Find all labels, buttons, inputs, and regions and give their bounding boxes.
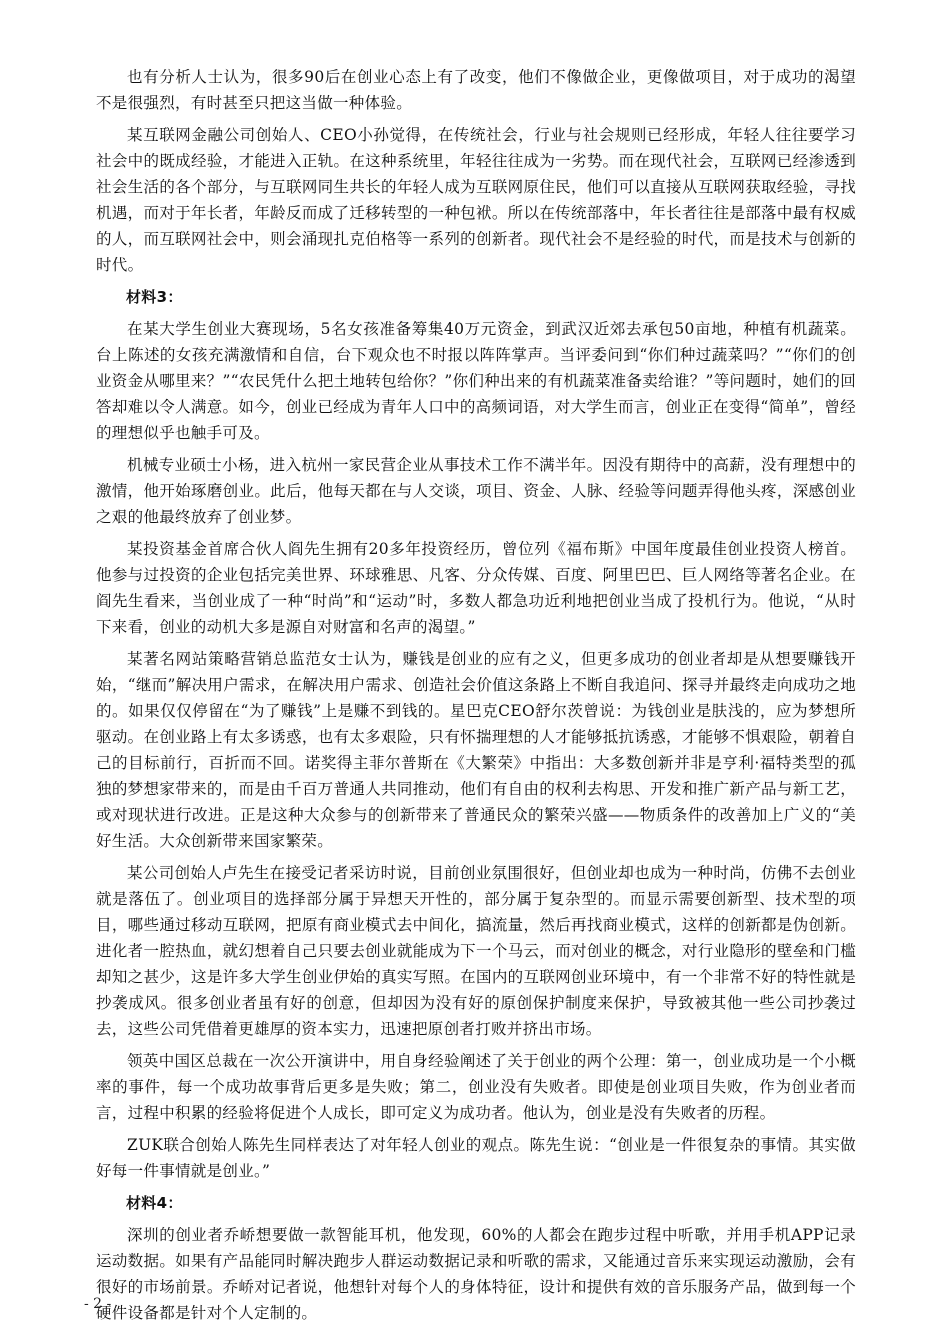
document-body [96, 64, 856, 1332]
paragraph: 在某大学生创业大赛现场，5名女孩准备筹集40万元资金，到武汉近郊去承包50亩地，种植有机蔬菜。台上陈述的女孩充满激情和自信，台下观众也不时报以阵阵掌声。当评委问到“你们种过蔬菜吗？”“你们的创业资金从哪里来？”“农民凭什么把土地转包给你？”你们种出来的有机蔬菜准备卖给谁？”等问题时，她们的回答却难以令人满意。如今，创业已经成为青年人口中的高频词语，对大学生而言，创业正在变得“简单”，曾经的理想似乎也触手可及。 [96, 320, 856, 442]
section-heading-material-3: 材料3： [126, 288, 183, 306]
paragraph: 某著名网站策略营销总监范女士认为，赚钱是创业的应有之义，但更多成功的创业者却是从想要赚钱开始，“继而”解决用户需求，在解决用户需求、创造社会价值这条路上不断自我追问、探寻并最终走向成功之地的。如果仅仅停留在“为了赚钱”上是赚不到钱的。星巴克CEO舒尔茨曾说：为钱创业是肤浅的，应为梦想所驱动。在创业路上有太多诱惑，也有太多艰险，只有怀揣理想的人才能够抵抗诱惑，才能够不惧艰险，朝着自己的目标前行，百折而不回。诺奖得主菲尔普斯在《大繁荣》中指出：大多数创新并非是亨利·福特类型的孤独的梦想家带来的，而是由千百万普通人共同推动，他们有自由的权利去构思、开发和推广新产品与新工艺，或对现状进行改进。正是这种大众参与的创新带来了普通民众的繁荣兴盛——物质条件的改善加上广义的“美好生活。大众创新带来国家繁荣。 [96, 650, 856, 850]
paragraph: 某互联网金融公司创始人、CEO小孙觉得，在传统社会，行业与社会规则已经形成，年轻人往往要学习社会中的既成经验，才能进入正轨。在这种系统里，年轻往往成为一劣势。而在现代社会，互联网已经渗透到社会生活的各个部分，与互联网同生共长的年轻人成为互联网原住民，他们可以直接从互联网获取经验，寻找机遇，而对于年长者，年龄反而成了迁移转型的一种包袱。所以在传统部落中，年长者往往是部落中最有权威的人，而互联网社会中，则会涌现扎克伯格等一系列的创新者。现代社会不是经验的时代，而是技术与创新的时代。 [96, 126, 856, 274]
page-number: - 2 - [84, 1296, 112, 1312]
paragraph: 某公司创始人卢先生在接受记者采访时说，目前创业氛围很好，但创业却也成为一种时尚，仿佛不去创业就是落伍了。创业项目的选择部分属于异想天开性的，部分属于复杂型的。而显示需要创新型、技术型的项目，哪些通过移动互联网，把原有商业模式去中间化，搞流量，然后再找商业模式，这样的创新都是伪创新。进化者一腔热血，就幻想着自己只要去创业就能成为下一个马云，而对创业的概念，对行业隐形的壁垒和门槛却知之甚少，这是许多大学生创业伊始的真实写照。在国内的互联网创业环境中，有一个非常不好的特性就是抄袭成风。很多创业者虽有好的创意，但却因为没有好的原创保护制度来保护，导致被其他一些公司抄袭过去，这些公司凭借着更雄厚的资本实力，迅速把原创者打败并挤出市场。 [96, 864, 856, 1038]
paragraph: 也有分析人士认为，很多90后在创业心态上有了改变，他们不像做企业，更像做项目，对于成功的渴望不是很强烈，有时甚至只把这当做一种体验。 [96, 68, 856, 112]
paragraph: 机械专业硕士小杨，进入杭州一家民营企业从事技术工作不满半年。因没有期待中的高薪，没有理想中的激情，他开始琢磨创业。此后，他每天都在与人交谈，项目、资金、人脉、经验等问题弄得他头疼，深感创业之艰的他最终放弃了创业梦。 [96, 456, 856, 526]
paragraph: ZUK联合创始人陈先生同样表达了对年轻人创业的观点。陈先生说：“创业是一件很复杂的事情。其实做好每一件事情就是创业。” [96, 1136, 856, 1180]
paragraph: 领英中国区总裁在一次公开演讲中，用自身经验阐述了关于创业的两个公理：第一，创业成功是一个小概率的事件，每一个成功故事背后更多是失败；第二，创业没有失败者。即使是创业项目失败，作为创业者而言，过程中积累的经验将促进个人成长，即可定义为成功者。他认为，创业是没有失败者的历程。 [96, 1052, 856, 1122]
paragraph: 深圳的创业者乔峤想要做一款智能耳机，他发现，60%的人都会在跑步过程中听歌，并用手机APP记录运动数据。如果有产品能同时解决跑步人群运动数据记录和听歌的需求，又能通过音乐来实现运动激励，会有很好的市场前景。乔峤对记者说，他想针对每个人的身体特征，设计和提供有效的音乐服务产品，做到每一个硬件设备都是针对个人定制的。 [96, 1226, 856, 1322]
paragraph: 某投资基金首席合伙人阎先生拥有20多年投资经历，曾位列《福布斯》中国年度最佳创业投资人榜首。他参与过投资的企业包括完美世界、环球雅思、凡客、分众传媒、百度、阿里巴巴、巨人网络等著名企业。在阎先生看来，当创业成了一种“时尚”和“运动”时，多数人都急功近利地把创业当成了投机行为。他说，“从时下来看，创业的动机大多是源自对财富和名声的渴望。” [96, 540, 856, 636]
section-heading-material-4: 材料4： [126, 1194, 183, 1212]
